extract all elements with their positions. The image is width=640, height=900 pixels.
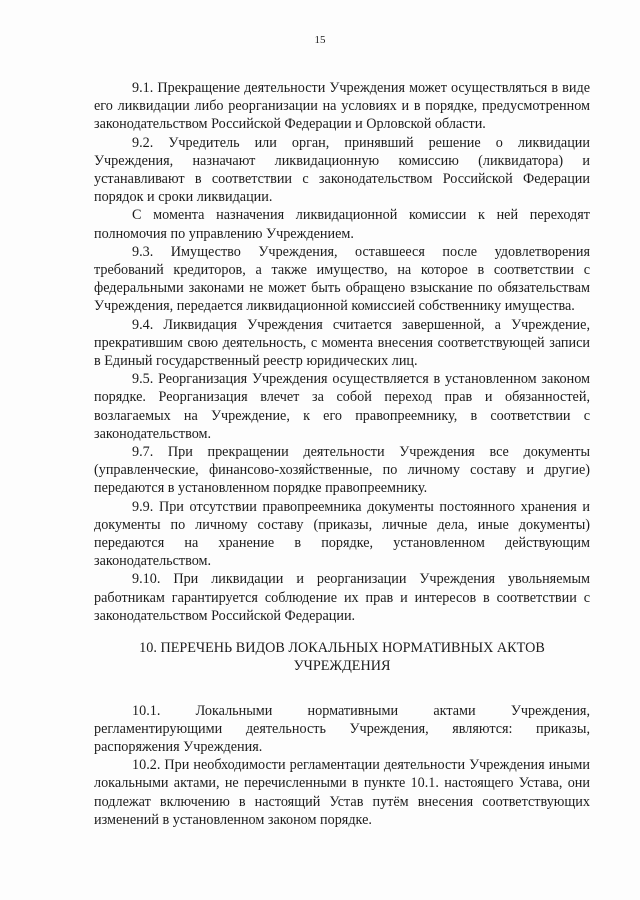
clause-9-10: 9.10. При ликвидации и реорганизации Учреждения увольняемым работникам гарантируется соблюдение их прав и интересов в соответствии с законодательством Российской Федерации. bbox=[94, 571, 590, 624]
section-10-heading-line2: УЧРЕЖДЕНИЯ bbox=[293, 658, 391, 675]
document-body bbox=[94, 79, 590, 829]
clause-9-3: 9.3. Имущество Учреждения, оставшееся после удовлетворения требований кредиторов, а также имущество, на которое в соответствии с федеральными законами не может быть обращено взыскание по обязательствам Учреждения, передается ликвидационной комиссией собственнику имущества. bbox=[94, 243, 590, 315]
section-10-heading-line1: 10. ПЕРЕЧЕНЬ ВИДОВ ЛОКАЛЬНЫХ НОРМАТИВНЫХ АКТОВ bbox=[139, 640, 545, 657]
clause-9-4: 9.4. Ликвидация Учреждения считается завершенной, а Учреждение, прекратившим свою деятельность, с момента внесения соответствующей записи в Единый государственный реестр юридических лиц. bbox=[94, 316, 590, 370]
clause-9-9: 9.9. При отсутствии правопреемника документы постоянного хранения и документы по личному составу (приказы, личные дела, иные документы) передаются на хранение в порядке, установленном действующим законодательством. bbox=[94, 498, 590, 570]
clause-9-7: 9.7. При прекращении деятельности Учреждения все документы (управленческие, финансово-хозяйственные, по личному составу и другие) передаются в установленном порядке правопреемнику. bbox=[94, 444, 590, 497]
clause-10-2: 10.2. При необходимости регламентации деятельности Учреждения иными локальными актами, не перечисленными в пункте 10.1. настоящего Устава, они подлежат включению в настоящий Устав путём внесения соответствующих изменений в установленном законом порядке. bbox=[94, 757, 590, 828]
clause-9-5: 9.5. Реорганизация Учреждения осуществляется в установленном законом порядке. Реорганизация влечет за собой переход прав и обязанностей, возлагаемых на Учреждение, к его правопреемнику, в соответствии с законодательством. bbox=[94, 371, 590, 442]
clause-9-1: 9.1. Прекращение деятельности Учреждения может осуществляться в виде его ликвидации либо реорганизации на условиях и в порядке, предусмотренном законодательством Российской Федерации и Орловской области. bbox=[94, 80, 590, 133]
clause-9-2: 9.2. Учредитель или орган, принявший решение о ликвидации Учреждения, назначают ликвидационную комиссию (ликвидатора) и устанавливают в соответствии с законодательством Российской Федерации порядок и сроки ликвидации. bbox=[94, 134, 590, 206]
clause-10-1: 10.1. Локальными нормативными актами Учреждения, регламентирующими деятельность Учреждения, являются: приказы, распоряжения Учреждения. bbox=[94, 702, 590, 755]
page-number: 15 bbox=[314, 34, 326, 46]
section-10-heading bbox=[94, 639, 590, 675]
clause-9-2-continuation: С момента назначения ликвидационной комиссии к ней переходят полномочия по управлению Учреждением. bbox=[94, 207, 590, 242]
